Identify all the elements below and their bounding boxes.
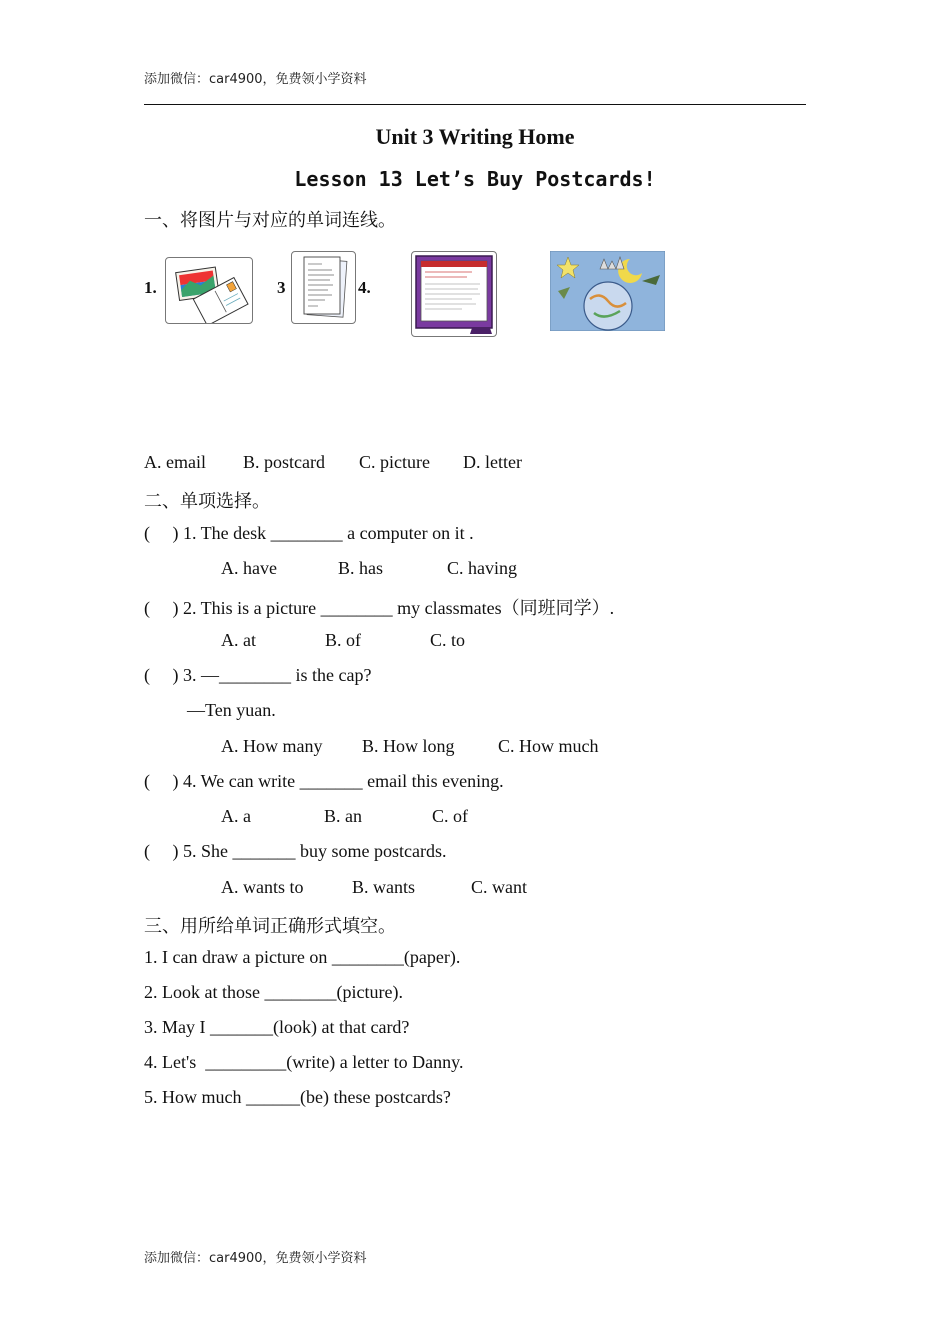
q3-option-a: A. How many bbox=[221, 736, 323, 756]
q5-option-b: B. wants bbox=[352, 877, 415, 897]
question-2: ( ) 2. This is a picture ________ my classmates（同班同学）. bbox=[144, 598, 615, 618]
question-3: ( ) 3. —________ is the cap? bbox=[144, 665, 372, 685]
unit-title: Unit 3 Writing Home bbox=[375, 124, 575, 149]
fill-item-4: 4. Let's _________(write) a letter to Danny. bbox=[144, 1052, 464, 1072]
q2-option-b: B. of bbox=[325, 630, 361, 650]
fill-item-3: 3. May I _______(look) at that card? bbox=[144, 1017, 410, 1037]
section3-heading: 三、用所给单词正确形式填空。 bbox=[144, 916, 396, 937]
fill-item-5: 5. How much ______(be) these postcards? bbox=[144, 1087, 451, 1107]
question-4: ( ) 4. We can write _______ email this evening. bbox=[144, 771, 504, 791]
postcard-picture bbox=[165, 257, 253, 324]
header-rule bbox=[144, 104, 806, 105]
match-option-d: D. letter bbox=[463, 452, 522, 472]
section2-heading: 二、单项选择。 bbox=[144, 491, 270, 512]
q4-option-b: B. an bbox=[324, 806, 362, 826]
q2-option-c: C. to bbox=[430, 630, 466, 650]
fill-item-1: 1. I can draw a picture on ________(paper). bbox=[144, 947, 461, 967]
q2-option-a: A. at bbox=[221, 630, 256, 650]
fill-item-2: 2. Look at those ________(picture). bbox=[144, 982, 403, 1002]
letter-picture bbox=[291, 251, 356, 324]
q4-option-a: A. a bbox=[221, 806, 251, 826]
drawing-picture bbox=[550, 251, 665, 331]
lesson-title: Lesson 13 Let’s Buy Postcards! bbox=[294, 167, 656, 191]
q5-option-c: C. want bbox=[471, 877, 527, 897]
match-option-a: A. email bbox=[144, 452, 206, 472]
picture-number-3: 3 bbox=[277, 278, 286, 297]
q4-option-c: C. of bbox=[432, 806, 468, 826]
q1-option-b: B. has bbox=[338, 558, 383, 578]
question-5: ( ) 5. She _______ buy some postcards. bbox=[144, 841, 447, 861]
picture-number-1: 1. bbox=[144, 278, 157, 297]
picture-number-4: 4. bbox=[358, 278, 371, 297]
q3-option-b: B. How long bbox=[362, 736, 455, 756]
header-note: 添加微信：car4900，免费领小学资料 bbox=[144, 72, 367, 87]
match-option-c: C. picture bbox=[359, 452, 430, 472]
q1-option-c: C. having bbox=[447, 558, 517, 578]
match-option-b: B. postcard bbox=[243, 452, 325, 472]
email-screen-picture bbox=[411, 251, 497, 337]
q1-option-a: A. have bbox=[221, 558, 277, 578]
section1-heading: 一、将图片与对应的单词连线。 bbox=[144, 210, 396, 231]
q5-option-a: A. wants to bbox=[221, 877, 304, 897]
q3-option-c: C. How much bbox=[498, 736, 599, 756]
question-3-reply: —Ten yuan. bbox=[187, 700, 276, 720]
question-1: ( ) 1. The desk ________ a computer on it . bbox=[144, 523, 474, 543]
footer-note: 添加微信：car4900，免费领小学资料 bbox=[144, 1251, 367, 1266]
